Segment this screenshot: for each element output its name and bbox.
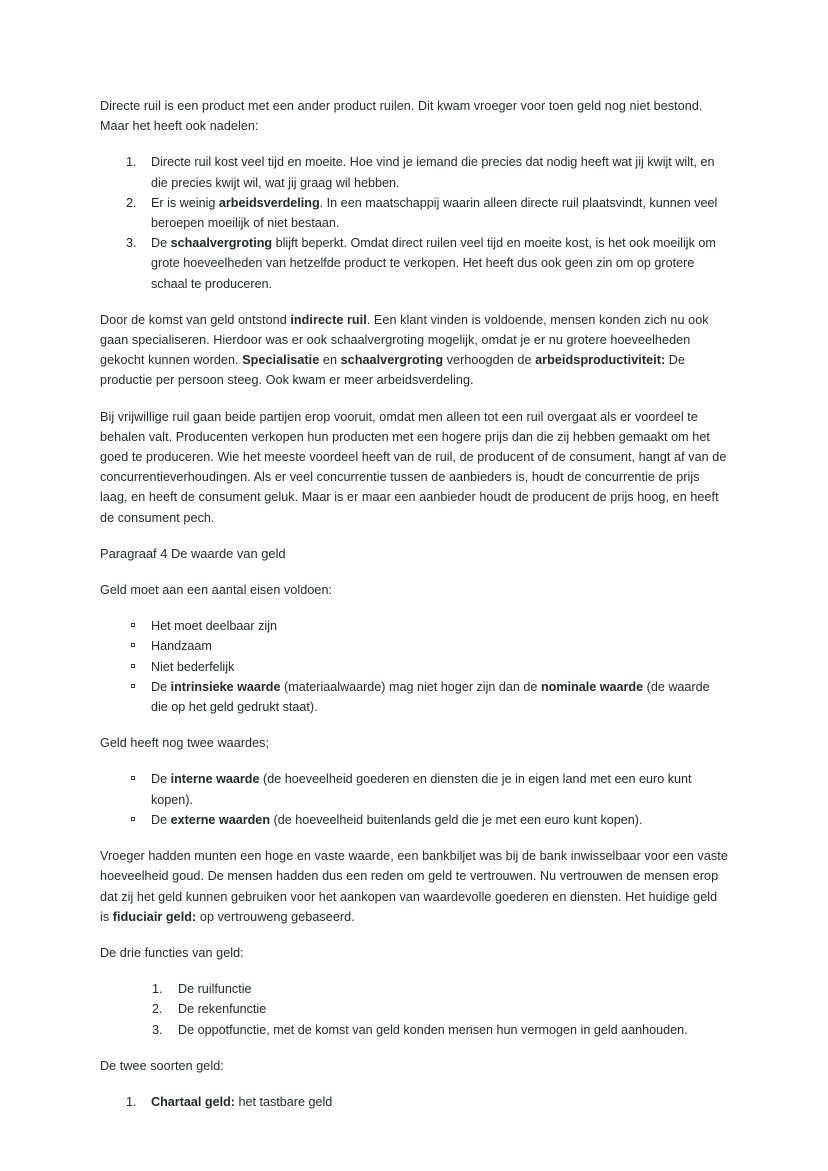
paragraph-twee-waardes-intro: Geld heeft nog twee waardes;	[100, 736, 270, 751]
square-bullet-icon	[131, 684, 135, 688]
list-item-text	[151, 619, 277, 633]
list-item-text	[151, 813, 643, 827]
list-twee-soorten-geld	[100, 1092, 728, 1112]
list-item	[100, 193, 728, 233]
paragraph-directe-ruil-intro: Directe ruil is een product met een ander product ruilen. Dit kwam vroeger voor toen geld nog niet bestond. Maar het heeft ook nadelen:	[100, 99, 703, 134]
list-item	[100, 233, 728, 294]
list-item-text	[151, 680, 710, 714]
document-content	[100, 96, 728, 1128]
bold-term: arbeidsproductiviteit:	[535, 353, 666, 368]
text-run: . Een klant vinden is voldoende, mensen konden zich nu ook gaan specialiseren. Hierdoor was er ook schaalvergroting mogelijk, omdat je er nu grotere hoeveelheden gekocht kunnen worden.	[100, 312, 709, 368]
text-run: (de waarde die op het geld gedrukt staat).	[151, 679, 710, 715]
text-run: en	[319, 353, 341, 368]
text-run: blijft beperkt. Omdat direct ruilen veel tijd en moeite kost, is het ook moeilijk om grote hoeveelheden van hetzelfde product te verkopen. Het heeft dus ook geen zin om op grotere schaal te produceren.	[151, 236, 716, 291]
list-item-text	[178, 1002, 266, 1016]
bold-term: nominale waarde	[540, 679, 644, 694]
list-drie-functies	[100, 979, 728, 1040]
bold-term: interne waarde	[170, 772, 260, 787]
bold-term: fiduciair geld:	[112, 909, 197, 924]
list-item-text	[151, 155, 715, 189]
list-item	[100, 636, 728, 656]
list-item	[100, 810, 728, 830]
bold-term: schaalvergroting	[170, 236, 273, 251]
paragraph-eisen-intro: Geld moet aan een aantal eisen voldoen:	[100, 583, 333, 598]
list-item	[100, 979, 728, 999]
bold-term: arbeidsverdeling	[218, 195, 320, 210]
text-run: Door de komst van geld ontstond	[100, 312, 291, 327]
text-run: (materiaalwaarde) mag niet hoger zijn dan de	[280, 679, 541, 694]
list-item	[100, 769, 728, 809]
text-run: Niet bederfelijk	[151, 659, 235, 674]
text-run: De oppotfunctie, met de komst van geld konden mensen hun vermogen in geld aanhouden.	[178, 1022, 688, 1037]
list-nadelen-directe-ruil	[100, 152, 728, 293]
text-run: (de hoeveelheid buitenlands geld die je met een euro kunt kopen).	[270, 812, 643, 827]
list-item-text	[178, 982, 252, 996]
list-item	[100, 677, 728, 717]
bold-term: Chartaal geld:	[151, 1094, 235, 1109]
text-run: De	[151, 772, 171, 787]
paragraph-indirecte-ruil	[100, 310, 728, 391]
text-run: De ruilfunctie	[178, 982, 252, 997]
list-item	[100, 152, 728, 192]
list-item	[100, 657, 728, 677]
text-run: Vroeger hadden munten een hoge en vaste waarde, een bankbiljet was bij de bank inwisselbaar voor een vaste hoeveelheid goud. De mensen hadden dus een reden om geld te vertrouwen. Nu vertrouwen de mensen erop dat zij het geld kunnen gebruiken voor het aankopen van waardevolle goederen en diensten. Het huidige geld is	[100, 849, 728, 924]
text-run: verhoogden de	[443, 353, 536, 368]
paragraph-drie-functies-intro: De drie functies van geld:	[100, 945, 244, 960]
text-run: Er is weinig	[151, 195, 219, 210]
text-run: De rekenfunctie	[178, 1002, 267, 1017]
list-item	[100, 1092, 728, 1112]
list-item-text	[151, 1095, 332, 1109]
text-run: op vertrouweng gebaseerd.	[196, 909, 355, 924]
heading-paragraaf-4: Paragraaf 4 De waarde van geld	[100, 545, 286, 561]
bold-term: intrinsieke waarde	[170, 679, 281, 694]
list-item	[100, 999, 728, 1019]
paragraph-vroeger-munten	[100, 846, 728, 927]
list-item	[100, 1020, 728, 1040]
list-item	[100, 616, 728, 636]
text-run: Handzaam	[151, 639, 212, 654]
list-item-text	[151, 639, 212, 653]
bold-term: indirecte ruil	[290, 312, 367, 327]
paragraph-vrijwillige-ruil	[100, 407, 728, 528]
list-item-text	[178, 1023, 688, 1037]
text-run: het tastbare geld	[234, 1094, 333, 1109]
square-bullet-icon	[131, 776, 135, 780]
square-bullet-icon	[131, 664, 135, 668]
text-run: Het moet deelbaar zijn	[151, 619, 278, 634]
text-run: (de hoeveelheid goederen en diensten die je in eigen land met een euro kunt kopen).	[151, 772, 692, 807]
bold-term: Specialisatie	[242, 353, 320, 368]
bold-term: schaalvergroting	[340, 353, 444, 368]
bold-term: externe waarden	[170, 812, 271, 827]
text-run: De	[151, 679, 171, 694]
list-item-text	[151, 196, 717, 230]
text-run: De	[151, 236, 171, 251]
square-bullet-icon	[131, 623, 135, 627]
list-item-text	[151, 772, 692, 806]
list-eisen-geld	[100, 616, 728, 717]
text-run: Directe ruil kost veel tijd en moeite. Hoe vind je iemand die precies dat nodig heeft wat jij kwijt wilt, en die precies kwijt wil, wat jij graag wil hebben.	[151, 155, 715, 190]
list-item-text	[151, 236, 716, 290]
square-bullet-icon	[131, 643, 135, 647]
list-item-text	[151, 660, 234, 674]
list-waardes-geld	[100, 769, 728, 830]
square-bullet-icon	[131, 817, 135, 821]
text-run: Bij vrijwillige ruil gaan beide partijen erop vooruit, omdat men alleen tot een ruil overgaat als er voordeel te behalen valt. Producenten verkopen hun producten met een hogere prijs dan die zij hebben gemaakt om het goed te produceren. Wie het meeste voordeel heeft van de ruil, de producent of de consument, hangt af van de concurrentieverhoudingen. Als er veel concurrentie tussen de aanbieders is, houdt de concurrentie de prijs laag, en heeft de consument geluk. Maar is er maar een aanbieder houdt de producent de prijs hoog, en heeft de consument pech.	[100, 409, 727, 525]
text-run: De productie per persoon steeg. Ook kwam er meer arbeidsverdeling.	[100, 353, 686, 388]
text-run: . In een maatschappij waarin alleen directe ruil plaatsvindt, kunnen veel beroepen moeilijk of niet bestaan.	[151, 195, 718, 231]
paragraph-twee-soorten-intro: De twee soorten geld:	[100, 1058, 224, 1073]
text-run: De	[151, 812, 171, 827]
